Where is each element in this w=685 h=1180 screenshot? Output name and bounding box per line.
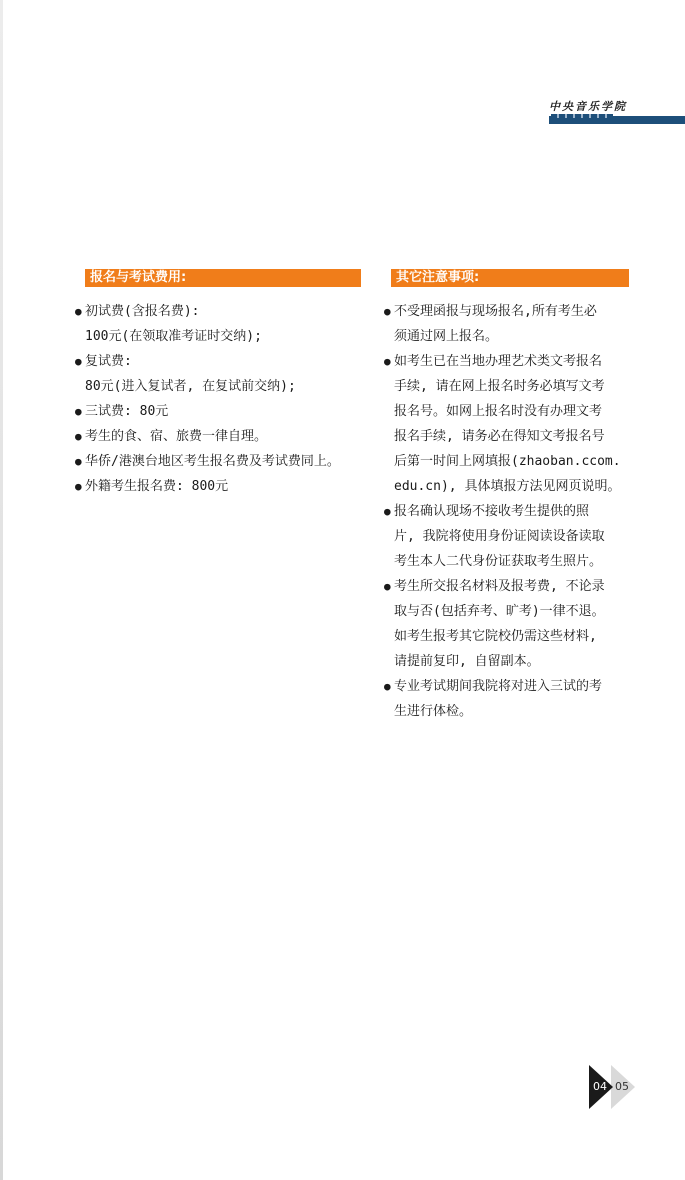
bullet-icon: ● bbox=[75, 430, 82, 443]
item-text-line: 100元(在领取准考证时交纳); bbox=[85, 329, 262, 344]
note-item bbox=[384, 674, 634, 724]
fee-item bbox=[75, 424, 380, 449]
page-spine-shadow bbox=[0, 0, 3, 1180]
item-text-line: 考生所交报名材料及报考费, 不论录 bbox=[394, 579, 605, 594]
bullet-icon: ● bbox=[384, 505, 391, 518]
item-text-line: 初试费(含报名费): bbox=[85, 304, 200, 319]
institution-logo bbox=[549, 101, 627, 113]
fee-item bbox=[75, 299, 380, 349]
bullet-icon: ● bbox=[75, 355, 82, 368]
note-item bbox=[384, 349, 634, 499]
bullet-icon: ● bbox=[384, 355, 391, 368]
fee-item bbox=[75, 399, 380, 424]
item-text-line: 三试费: 80元 bbox=[85, 404, 169, 419]
bullet-icon: ● bbox=[384, 680, 391, 693]
bullet-icon: ● bbox=[384, 580, 391, 593]
item-text-line: 取与否(包括弃考、旷考)一律不退。 bbox=[394, 604, 605, 619]
item-text-line: 不受理函报与现场报名,所有考生必 bbox=[394, 304, 597, 319]
item-text-line: 报名号。如网上报名时没有办理文考 bbox=[394, 404, 603, 419]
item-text-line: 考生本人二代身份证获取考生照片。 bbox=[394, 554, 603, 569]
item-text-line: 专业考试期间我院将对进入三试的考 bbox=[394, 679, 603, 694]
page-number-right: 05 bbox=[615, 1080, 629, 1093]
page-number-left: 04 bbox=[593, 1080, 607, 1093]
logo-pattern-strip bbox=[551, 114, 613, 118]
notes-section-title: 其它注意事项: bbox=[391, 269, 629, 287]
item-text-line: 报名确认现场不接收考生提供的照 bbox=[394, 504, 590, 519]
item-text-line: edu.cn), 具体填报方法见网页说明。 bbox=[394, 479, 621, 494]
item-text-line: 请提前复印, 自留副本。 bbox=[394, 654, 540, 669]
fees-section-title: 报名与考试费用: bbox=[85, 269, 361, 287]
bullet-icon: ● bbox=[384, 305, 391, 318]
fee-item bbox=[75, 349, 380, 399]
item-text-line: 外籍考生报名费: 800元 bbox=[85, 479, 229, 494]
bullet-icon: ● bbox=[75, 480, 82, 493]
bullet-icon: ● bbox=[75, 455, 82, 468]
item-text-line: 手续, 请在网上报名时务必填写文考 bbox=[394, 379, 605, 394]
fee-item bbox=[75, 449, 380, 474]
item-text-line: 华侨/港澳台地区考生报名费及考试费同上。 bbox=[85, 454, 340, 469]
bullet-icon: ● bbox=[75, 305, 82, 318]
notes-list bbox=[384, 299, 634, 724]
note-item bbox=[384, 499, 634, 574]
fees-list bbox=[75, 299, 380, 499]
logo-text: 中央音乐学院 bbox=[549, 100, 627, 113]
item-text-line: 生进行体检。 bbox=[394, 704, 473, 719]
item-text-line: 考生的食、宿、旅费一律自理。 bbox=[85, 429, 268, 444]
item-text-line: 80元(进入复试者, 在复试前交纳); bbox=[85, 379, 296, 394]
item-text-line: 须通过网上报名。 bbox=[394, 329, 499, 344]
item-text-line: 复试费: bbox=[85, 354, 132, 369]
bullet-icon: ● bbox=[75, 405, 82, 418]
note-item bbox=[384, 574, 634, 674]
fee-item bbox=[75, 474, 380, 499]
item-text-line: 如考生已在当地办理艺术类文考报名 bbox=[394, 354, 603, 369]
item-text-line: 报名手续, 请务必在得知文考报名号 bbox=[394, 429, 605, 444]
note-item bbox=[384, 299, 634, 349]
item-text-line: 片, 我院将使用身份证阅读设备读取 bbox=[394, 529, 605, 544]
item-text-line: 如考生报考其它院校仍需这些材料, bbox=[394, 629, 597, 644]
item-text-line: 后第一时间上网填报(zhaoban.ccom. bbox=[394, 454, 621, 469]
